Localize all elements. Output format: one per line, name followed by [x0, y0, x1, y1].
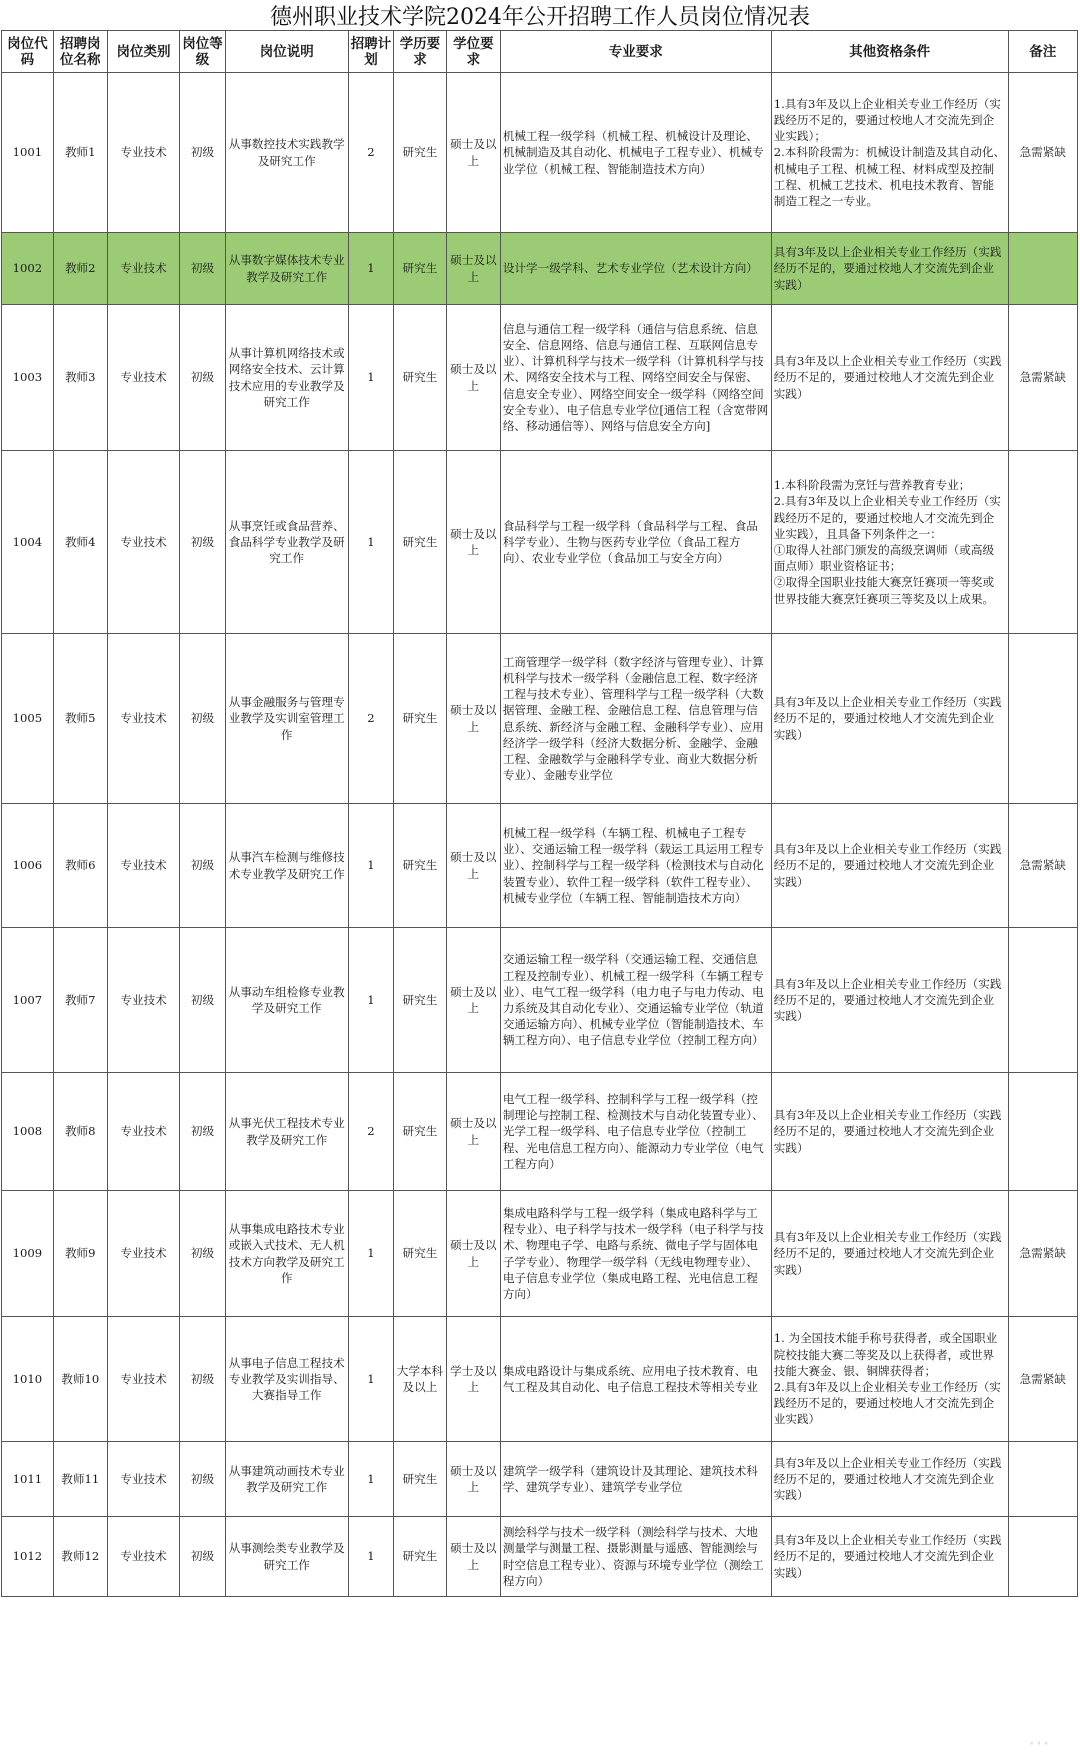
row-code: 1004 [2, 451, 54, 634]
row-degree: 硕士及以上 [446, 451, 500, 634]
row-note: 急需紧缺 [1008, 1317, 1077, 1442]
row-name: 教师12 [53, 1517, 107, 1597]
row-level: 初级 [180, 451, 225, 634]
row-desc: 从事烹饪或食品营养、食品科学专业教学及研究工作 [225, 451, 348, 634]
row-category: 专业技术 [107, 73, 180, 233]
row-edu: 大学本科及以上 [394, 1317, 447, 1442]
row-category: 专业技术 [107, 1073, 180, 1191]
row-level: 初级 [180, 305, 225, 451]
row-edu: 研究生 [394, 1517, 447, 1597]
row-note: 急需紧缺 [1008, 1191, 1077, 1317]
row-edu: 研究生 [394, 804, 447, 928]
row-major: 机械工程一级学科（机械工程、机械设计及理论、机械制造及其自动化、机械电子工程专业）、机械专业学位（机械工程、智能制造技术方向） [500, 73, 771, 233]
row-desc: 从事建筑动画技术专业教学及研究工作 [225, 1442, 348, 1517]
row-plan: 1 [348, 1317, 393, 1442]
row-desc: 从事金融服务与管理专业教学及实训室管理工作 [225, 634, 348, 804]
row-note: 急需紧缺 [1008, 804, 1077, 928]
header-name: 招聘岗位名称 [53, 31, 107, 73]
row-edu: 研究生 [394, 634, 447, 804]
row-degree: 硕士及以上 [446, 1517, 500, 1597]
row-code: 1011 [2, 1442, 54, 1517]
row-code: 1007 [2, 928, 54, 1073]
row-code: 1010 [2, 1317, 54, 1442]
row-major: 集成电路科学与工程一级学科（集成电路科学与工程专业）、电子科学与技术一级学科（电子科学与技术、物理电子学、电路与系统、微电子学与固体电子学专业）、物理学一级学科（无线电物理专业）、电子信息专业学位（集成电路工程、光电信息工程方向） [500, 1191, 771, 1317]
row-plan: 2 [348, 634, 393, 804]
watermark: ⋯ [1028, 1731, 1050, 1756]
row-code: 1009 [2, 1191, 54, 1317]
row-code: 1012 [2, 1517, 54, 1597]
row-category: 专业技术 [107, 634, 180, 804]
row-other: 具有3年及以上企业相关专业工作经历（实践经历不足的，要通过校地人才交流先到企业实践） [771, 1442, 1008, 1517]
row-degree: 硕士及以上 [446, 73, 500, 233]
row-edu: 研究生 [394, 1442, 447, 1517]
row-level: 初级 [180, 928, 225, 1073]
row-major: 集成电路设计与集成系统、应用电子技术教育、电气工程及其自动化、电子信息工程技术等相关专业 [500, 1317, 771, 1442]
row-major: 机械工程一级学科（车辆工程、机械电子工程专业）、交通运输工程一级学科（载运工具运用工程专业）、控制科学与工程一级学科（检测技术与自动化装置专业）、软件工程一级学科（软件工程专业）、机械专业学位（车辆工程、智能制造技术方向） [500, 804, 771, 928]
row-edu: 研究生 [394, 1191, 447, 1317]
row-note: 急需紧缺 [1008, 305, 1077, 451]
table-row [2, 1073, 1078, 1191]
row-other: 具有3年及以上企业相关专业工作经历（实践经历不足的，要通过校地人才交流先到企业实践） [771, 1191, 1008, 1317]
row-note: 急需紧缺 [1008, 73, 1077, 233]
row-desc: 从事数字媒体技术专业教学及研究工作 [225, 233, 348, 305]
row-other: 1.本科阶段需为烹饪与营养教育专业； 2.具有3年及以上企业相关专业工作经历（实践经历不足的，要通过校地人才交流先到企业实践），且具备下列条件之一： ①取得人社部门颁发的高级烹调师（或高级面点师）职业资格证书； ②取得全国职业技能大赛烹饪赛项一等奖或世界技能大赛烹饪赛项三等奖及以上成果。 [771, 451, 1008, 634]
row-desc: 从事集成电路技术专业或嵌入式技术、无人机技术方向教学及研究工作 [225, 1191, 348, 1317]
row-note [1008, 634, 1077, 804]
row-degree: 硕士及以上 [446, 804, 500, 928]
row-edu: 研究生 [394, 73, 447, 233]
row-note [1008, 233, 1077, 305]
header-edu: 学历要求 [394, 31, 447, 73]
row-note [1008, 1442, 1077, 1517]
row-name: 教师6 [53, 804, 107, 928]
row-plan: 2 [348, 73, 393, 233]
row-note [1008, 451, 1077, 634]
row-degree: 硕士及以上 [446, 1073, 500, 1191]
table-row [2, 73, 1078, 233]
row-degree: 硕士及以上 [446, 233, 500, 305]
row-major: 电气工程一级学科、控制科学与工程一级学科（控制理论与控制工程、检测技术与自动化装置专业）、光学工程一级学科、电子信息专业学位（控制工程、光电信息工程方向）、能源动力专业学位（电气工程方向） [500, 1073, 771, 1191]
row-code: 1005 [2, 634, 54, 804]
row-degree: 硕士及以上 [446, 928, 500, 1073]
row-major: 建筑学一级学科（建筑设计及其理论、建筑技术科学、建筑学专业）、建筑学专业学位 [500, 1442, 771, 1517]
row-note [1008, 1073, 1077, 1191]
row-other: 1. 为全国技术能手称号获得者，或全国职业院校技能大赛二等奖及以上获得者，或世界技能大赛金、银、铜牌获得者； 2.具有3年及以上企业相关专业工作经历（实践经历不足的，要通过校地人才交流先到企业实践） [771, 1317, 1008, 1442]
row-code: 1008 [2, 1073, 54, 1191]
row-degree: 硕士及以上 [446, 305, 500, 451]
row-plan: 1 [348, 804, 393, 928]
row-level: 初级 [180, 1442, 225, 1517]
row-category: 专业技术 [107, 1517, 180, 1597]
row-major: 工商管理学一级学科（数字经济与管理专业）、计算机科学与技术一级学科（金融信息工程、数字经济工程与技术专业）、管理科学与工程一级学科（大数据管理、金融工程、金融信息工程、信息管理与信息系统、新经济与金融工程、金融科学专业）、应用经济学一级学科（经济大数据分析、金融学、金融工程、金融数学与金融科学专业、商业大数据分析专业）、金融专业学位 [500, 634, 771, 804]
row-major: 信息与通信工程一级学科（通信与信息系统、信息安全、信息网络、信息与通信工程、互联网信息专业）、计算机科学与技术一级学科（计算机科学与技术、网络安全技术与工程、网络空间安全与保密、信息安全专业）、网络空间安全一级学科（网络空间安全专业）、电子信息专业学位[通信工程（含宽带网络、移动通信等）、网络与信息安全方向] [500, 305, 771, 451]
row-desc: 从事计算机网络技术或网络安全技术、云计算技术应用的专业教学及研究工作 [225, 305, 348, 451]
table-row [2, 305, 1078, 451]
row-category: 专业技术 [107, 1442, 180, 1517]
row-other: 具有3年及以上企业相关专业工作经历（实践经历不足的，要通过校地人才交流先到企业实践） [771, 634, 1008, 804]
row-level: 初级 [180, 1517, 225, 1597]
row-other: 具有3年及以上企业相关专业工作经历（实践经历不足的，要通过校地人才交流先到企业实践） [771, 804, 1008, 928]
row-code: 1001 [2, 73, 54, 233]
row-desc: 从事数控技术实践教学及研究工作 [225, 73, 348, 233]
table-row [2, 928, 1078, 1073]
row-desc: 从事电子信息工程技术专业教学及实训指导、大赛指导工作 [225, 1317, 348, 1442]
page-title: 德州职业技术学院2024年公开招聘工作人员岗位情况表 [270, 5, 810, 30]
row-level: 初级 [180, 1317, 225, 1442]
row-name: 教师5 [53, 634, 107, 804]
row-degree: 硕士及以上 [446, 1191, 500, 1317]
row-level: 初级 [180, 1191, 225, 1317]
row-other: 具有3年及以上企业相关专业工作经历（实践经历不足的，要通过校地人才交流先到企业实践） [771, 233, 1008, 305]
positions-table [1, 30, 1078, 1597]
row-code: 1006 [2, 804, 54, 928]
row-code: 1002 [2, 233, 54, 305]
row-other: 具有3年及以上企业相关专业工作经历（实践经历不足的，要通过校地人才交流先到企业实践） [771, 928, 1008, 1073]
row-category: 专业技术 [107, 305, 180, 451]
row-plan: 1 [348, 1442, 393, 1517]
row-plan: 1 [348, 305, 393, 451]
header-plan: 招聘计划 [348, 31, 393, 73]
row-name: 教师3 [53, 305, 107, 451]
row-edu: 研究生 [394, 928, 447, 1073]
row-category: 专业技术 [107, 1191, 180, 1317]
row-major: 食品科学与工程一级学科（食品科学与工程、食品科学专业）、生物与医药专业学位（食品工程方向）、农业专业学位（食品加工与安全方向） [500, 451, 771, 634]
row-level: 初级 [180, 73, 225, 233]
row-level: 初级 [180, 233, 225, 305]
row-level: 初级 [180, 1073, 225, 1191]
row-edu: 研究生 [394, 233, 447, 305]
row-category: 专业技术 [107, 233, 180, 305]
row-name: 教师9 [53, 1191, 107, 1317]
row-plan: 1 [348, 1517, 393, 1597]
row-name: 教师10 [53, 1317, 107, 1442]
row-level: 初级 [180, 634, 225, 804]
row-plan: 1 [348, 928, 393, 1073]
row-name: 教师8 [53, 1073, 107, 1191]
row-desc: 从事汽车检测与维修技术专业教学及研究工作 [225, 804, 348, 928]
header-category: 岗位类别 [107, 31, 180, 73]
header-desc: 岗位说明 [225, 31, 348, 73]
row-other: 1.具有3年及以上企业相关专业工作经历（实践经历不足的，要通过校地人才交流先到企业实践）； 2.本科阶段需为：机械设计制造及其自动化、机械电子工程、机械工程、材料成型及控制工程、机械工艺技术、机电技术教育、智能制造工程之一专业。 [771, 73, 1008, 233]
row-level: 初级 [180, 804, 225, 928]
row-edu: 研究生 [394, 1073, 447, 1191]
row-major: 测绘科学与技术一级学科（测绘科学与技术、大地测量学与测量工程、摄影测量与遥感、智能测绘与时空信息工程专业）、资源与环境专业学位（测绘工程方向） [500, 1517, 771, 1597]
row-name: 教师11 [53, 1442, 107, 1517]
header-note: 备注 [1008, 31, 1077, 73]
table-row [2, 1442, 1078, 1517]
header-level: 岗位等级 [180, 31, 225, 73]
table-row [2, 1317, 1078, 1442]
row-code: 1003 [2, 305, 54, 451]
row-degree: 学士及以上 [446, 1317, 500, 1442]
header-degree: 学位要求 [446, 31, 500, 73]
table-row [2, 233, 1078, 305]
row-edu: 研究生 [394, 451, 447, 634]
table-row [2, 451, 1078, 634]
row-edu: 研究生 [394, 305, 447, 451]
row-desc: 从事测绘类专业教学及研究工作 [225, 1517, 348, 1597]
row-major: 交通运输工程一级学科（交通运输工程、交通信息工程及控制专业）、机械工程一级学科（车辆工程专业）、电气工程一级学科（电力电子与电力传动、电力系统及其自动化专业）、交通运输专业学位（轨道交通运输方向）、机械专业学位（智能制造技术、车辆工程方向）、电子信息专业学位（控制工程方向） [500, 928, 771, 1073]
header-major: 专业要求 [500, 31, 771, 73]
row-desc: 从事动车组检修专业教学及研究工作 [225, 928, 348, 1073]
row-plan: 1 [348, 233, 393, 305]
row-major: 设计学一级学科、艺术专业学位（艺术设计方向） [500, 233, 771, 305]
row-name: 教师7 [53, 928, 107, 1073]
row-other: 具有3年及以上企业相关专业工作经历（实践经历不足的，要通过校地人才交流先到企业实践） [771, 1517, 1008, 1597]
table-row [2, 634, 1078, 804]
header-code: 岗位代码 [2, 31, 54, 73]
row-other: 具有3年及以上企业相关专业工作经历（实践经历不足的，要通过校地人才交流先到企业实践） [771, 305, 1008, 451]
row-desc: 从事光伏工程技术专业教学及研究工作 [225, 1073, 348, 1191]
header-other: 其他资格条件 [771, 31, 1008, 73]
row-name: 教师2 [53, 233, 107, 305]
header-row [2, 31, 1078, 73]
row-plan: 1 [348, 1191, 393, 1317]
row-name: 教师1 [53, 73, 107, 233]
table-row [2, 1191, 1078, 1317]
table-row [2, 1517, 1078, 1597]
row-note [1008, 1517, 1077, 1597]
row-category: 专业技术 [107, 928, 180, 1073]
row-note [1008, 928, 1077, 1073]
row-plan: 1 [348, 451, 393, 634]
row-category: 专业技术 [107, 1317, 180, 1442]
row-other: 具有3年及以上企业相关专业工作经历（实践经历不足的，要通过校地人才交流先到企业实践） [771, 1073, 1008, 1191]
table-row [2, 804, 1078, 928]
row-category: 专业技术 [107, 451, 180, 634]
row-degree: 硕士及以上 [446, 634, 500, 804]
row-plan: 2 [348, 1073, 393, 1191]
row-category: 专业技术 [107, 804, 180, 928]
row-name: 教师4 [53, 451, 107, 634]
row-degree: 硕士及以上 [446, 1442, 500, 1517]
